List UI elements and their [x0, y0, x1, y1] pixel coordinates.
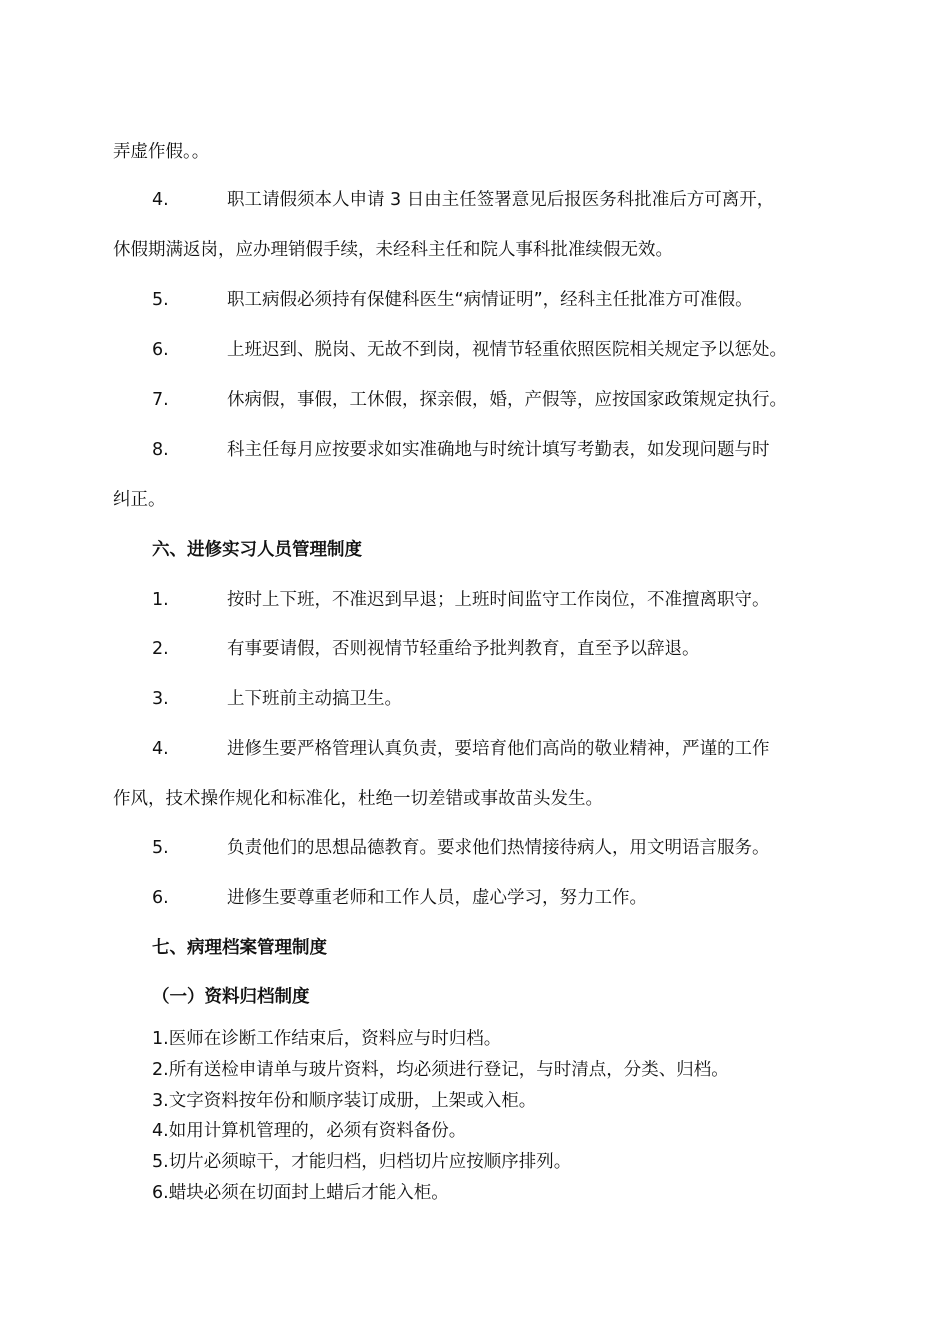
list-text: 休病假，事假，工休假，探亲假，婚，产假等，应按国家政策规定执行。: [227, 390, 787, 410]
list-text: 按时上下班，不准迟到早退；上班时间监守工作岗位，不准擅离职守。: [227, 590, 770, 610]
list-number: 8.: [152, 440, 169, 460]
list-number: 6.: [152, 888, 169, 908]
list-text: 职工病假必须持有保健科医生“病情证明”，经科主任批准方可准假。: [227, 290, 753, 310]
list-item: 2.所有送检申请单与玻片资料，均必须进行登记，与时清点，分类、归档。: [152, 1060, 729, 1080]
list-item: 6.蜡块必须在切面封上蜡后才能入柜。: [152, 1183, 449, 1203]
list-number: 4.: [152, 190, 169, 210]
list-text: 进修生要严格管理认真负责，要培育他们高尚的敬业精神，严谨的工作: [227, 739, 770, 759]
list-text: 职工请假须本人申请 3 日由主任签署意见后报医务科批准后方可离开，: [227, 190, 775, 210]
list-number: 4.: [152, 739, 169, 759]
list-text: 科主任每月应按要求如实准确地与时统计填写考勤表，如发现问题与时: [227, 440, 770, 460]
list-text-continuation: 纠正。: [113, 490, 166, 510]
list-item: 3.文字资料按年份和顺序装订成册，上架或入柜。: [152, 1091, 537, 1111]
list-number: 6.: [152, 340, 169, 360]
list-number: 2.: [152, 639, 169, 659]
subsection-heading: （一）资料归档制度: [152, 987, 310, 1007]
list-text-continuation: 休假期满返岗，应办理销假手续，未经科主任和院人事科批准续假无效。: [113, 240, 673, 260]
list-text-continuation: 作风，技术操作规化和标准化，杜绝一切差错或事故苗头发生。: [113, 789, 603, 809]
list-number: 1.: [152, 590, 169, 610]
list-item: 1.医师在诊断工作结束后，资料应与时归档。: [152, 1029, 502, 1049]
list-number: 5.: [152, 838, 169, 858]
list-item: 4.如用计算机管理的，必须有资料备份。: [152, 1121, 467, 1141]
list-text: 有事要请假，否则视情节轻重给予批判教育，直至予以辞退。: [227, 639, 700, 659]
list-item: 5.切片必须晾干，才能归档，归档切片应按顺序排列。: [152, 1152, 572, 1172]
list-text: 上班迟到、脱岗、无故不到岗，视情节轻重依照医院相关规定予以惩处。: [227, 340, 787, 360]
list-number: 7.: [152, 390, 169, 410]
list-number: 5.: [152, 290, 169, 310]
list-text: 上下班前主动搞卫生。: [227, 689, 402, 709]
list-text: 进修生要尊重老师和工作人员，虚心学习，努力工作。: [227, 888, 647, 908]
paragraph-continuation: 弄虚作假。。: [113, 142, 210, 162]
section-heading: 七、病理档案管理制度: [152, 938, 327, 958]
list-text: 负责他们的思想品德教育。要求他们热情接待病人，用文明语言服务。: [227, 838, 770, 858]
list-number: 3.: [152, 689, 169, 709]
section-heading: 六、进修实习人员管理制度: [152, 540, 362, 560]
